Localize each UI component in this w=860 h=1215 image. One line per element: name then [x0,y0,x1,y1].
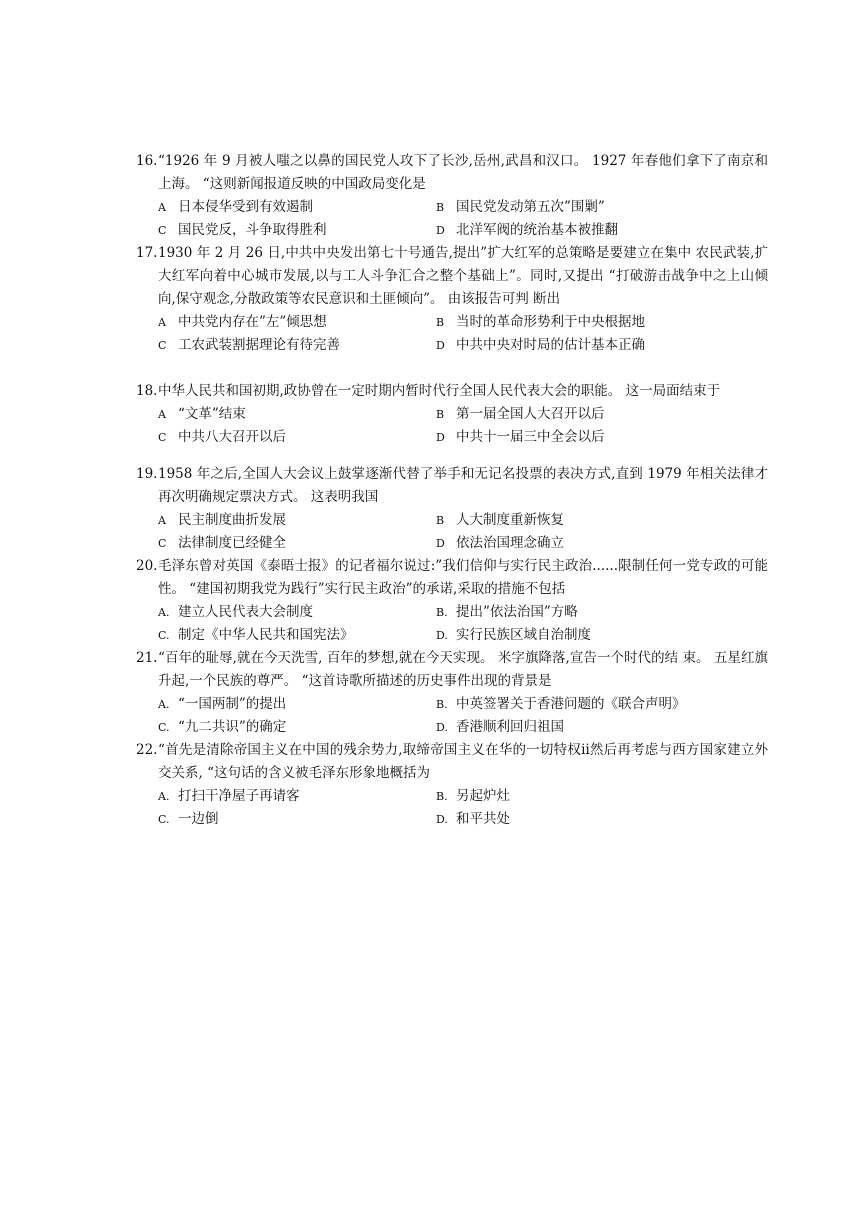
option-text: 国民党反，斗争取得胜利 [178,222,327,238]
question-text: “百年的耻辱,就在今天洗雪, 百年的梦想,就在今天实现。 米字旗降落,宣告一个时代的结 束。 五星红旗升起,一个民族的尊严。 “这首诗歌所描述的历史事件出现的背景是 [158,650,768,689]
option-text: 中共十一届三中全会以后 [456,429,605,445]
option-text: 依法治国理念确立 [456,535,564,551]
option-letter: D. [436,629,448,642]
option-text: 第一届全国人大召开以后 [456,406,605,422]
option-text: 另起炉灶 [456,788,510,804]
option-c[interactable] [158,334,436,357]
option-letter: D [436,537,445,550]
option-list [136,693,768,739]
option-letter: B. [436,606,448,619]
option-a[interactable] [158,601,436,624]
option-letter: B [436,316,445,329]
option-d[interactable] [436,219,756,242]
option-b[interactable] [436,785,756,808]
option-d[interactable] [436,624,756,647]
option-a[interactable] [158,693,436,716]
option-text: 提出”依法治国”方略 [456,604,578,620]
question-number: 19. [136,466,158,482]
option-letter: B. [436,790,448,803]
question-19 [136,463,768,555]
question-stem [136,380,768,403]
question-20 [136,555,768,647]
option-text: 打扫干净屋子再请客 [178,788,300,804]
option-d[interactable] [436,426,756,449]
option-letter: D [436,339,445,352]
option-list [136,311,768,357]
option-text: 人大制度重新恢复 [456,512,564,528]
question-21 [136,647,768,739]
option-letter: A [158,408,166,421]
option-a[interactable] [158,196,436,219]
option-a[interactable] [158,311,436,334]
option-d[interactable] [436,334,756,357]
option-letter: A. [158,606,170,619]
question-number: 22. [136,742,158,758]
option-b[interactable] [436,196,756,219]
option-a[interactable] [158,403,436,426]
option-c[interactable] [158,426,436,449]
question-number: 18. [136,383,158,399]
option-text: 日本侵华受到有效遏制 [178,199,313,215]
question-stem [136,150,768,196]
option-text: 当时的革命形势利于中央根据地 [456,314,645,330]
option-b[interactable] [436,509,756,532]
option-letter: C [158,431,167,444]
option-d[interactable] [436,808,756,831]
option-text: 中共中央对时局的估计基本正确 [456,337,645,353]
option-list [136,403,768,449]
option-text: 制定《中华人民共和国宪法》 [178,627,354,643]
option-letter: B [436,514,445,527]
option-text: 中英签署关于香港问题的《联合声明》 [456,696,686,712]
option-letter: A. [158,790,170,803]
option-list [136,509,768,555]
option-text: 国民党发动第五次”围剿” [456,199,605,215]
option-text: 北洋军阀的统治基本被推翻 [456,222,618,238]
option-letter: C. [158,721,170,734]
option-list [136,601,768,647]
question-stem [136,647,768,693]
option-letter: C [158,537,167,550]
option-letter: C [158,224,167,237]
option-letter: D. [436,721,448,734]
option-text: 香港顺利回归祖国 [456,719,564,735]
question-text: 中华人民共和国初期,政协曾在一定时期内暂时代行全国人民代表大会的职能。 这一局面结束于 [158,383,721,399]
question-text: “1926 年 9 月被人嗤之以鼻的国民党人攻下了长沙,岳州,武昌和汉口。 1927 年春他们拿下了南京和上海。 “这则新闻报道反映的中国政局变化是 [158,153,768,192]
option-b[interactable] [436,403,756,426]
option-list [136,196,768,242]
option-d[interactable] [436,716,756,739]
option-b[interactable] [436,311,756,334]
question-22 [136,739,768,831]
option-c[interactable] [158,716,436,739]
option-a[interactable] [158,785,436,808]
question-number: 16. [136,153,158,169]
option-letter: A [158,201,166,214]
option-list [136,785,768,831]
question-stem [136,463,768,509]
question-stem [136,739,768,785]
option-d[interactable] [436,532,756,555]
option-letter: B [436,201,445,214]
question-text: 毛泽东曾对英国《泰晤士报》的记者福尔说过:”我们信仰与实行民主政治......限制任何一党专政的可能性。 “建国初期我党为践行”实行民主政治”的承诺,采取的措施不包括 [158,558,768,597]
option-text: 实行民族区域自治制度 [456,627,591,643]
question-number: 17. [136,245,158,261]
question-16 [136,150,768,242]
option-text: 中共党内存在”左”倾思想 [178,314,327,330]
question-number: 20. [136,558,158,574]
question-text: 1930 年 2 月 26 日,中共中央发出第七十号通告,提出”扩大红军的总策略是要建立在集中 农民武装,扩大红军向着中心城市发展,以与工人斗争汇合之整个基础上”。同时,又提出 “打破游击战争中之上山倾向,保守观念,分散政策等农民意识和土匪倾向”。 由该报告可判 断出 [158,245,768,307]
option-text: 和平共处 [456,811,510,827]
option-text: 民主制度曲折发展 [178,512,286,528]
question-stem [136,242,768,311]
option-text: 中共八大召开以后 [178,429,286,445]
option-b[interactable] [436,601,756,624]
question-text: “首先是清除帝国主义在中国的残余势力,取缔帝国主义在华的一切特权ⅱ然后再考虑与西方国家建立外交关系, “这句话的含义被毛泽东形象地概括为 [158,742,768,781]
option-letter: C [158,339,167,352]
option-letter: A [158,514,166,527]
option-letter: D [436,224,445,237]
option-letter: A [158,316,166,329]
option-text: 工农武装割据理论有待完善 [178,337,340,353]
option-c[interactable] [158,219,436,242]
option-c[interactable] [158,808,436,831]
question-text: 1958 年之后,全国人大会议上鼓掌逐渐代替了举手和无记名投票的表决方式,直到 1979 年相关法律才再次明确规定票决方式。 这表明我国 [158,466,768,505]
option-text: “九二共识”的确定 [178,719,287,735]
question-number: 21. [136,650,158,666]
question-18 [136,380,768,449]
question-stem [136,555,768,601]
option-letter: C. [158,813,170,826]
option-c[interactable] [158,624,436,647]
option-letter: D. [436,813,448,826]
question-17 [136,242,768,357]
option-b[interactable] [436,693,756,716]
option-c[interactable] [158,532,436,555]
option-text: “文革”结束 [178,406,246,422]
option-text: “一国两制”的提出 [178,696,287,712]
option-letter: C. [158,629,170,642]
option-letter: D [436,431,445,444]
option-a[interactable] [158,509,436,532]
option-letter: B [436,408,445,421]
option-text: 一边倒 [178,811,219,827]
option-letter: B. [436,698,448,711]
option-text: 建立人民代表大会制度 [178,604,313,620]
option-letter: A. [158,698,170,711]
option-text: 法律制度已经健全 [178,535,286,551]
